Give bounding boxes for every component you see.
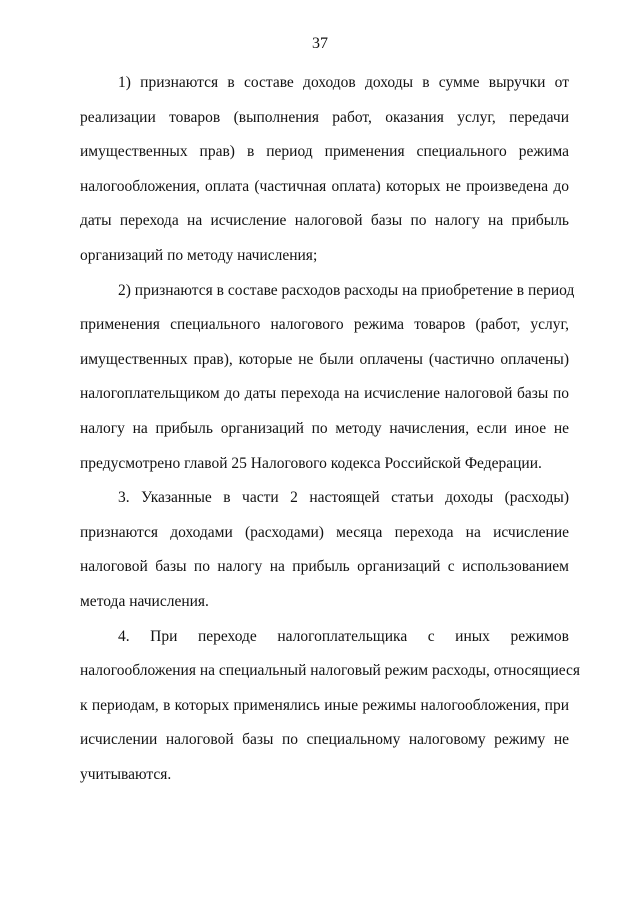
paragraph-line: налогообложения на специальный налоговый режим расходы, относящиеся [80, 662, 581, 680]
paragraph-line: учитываются. [80, 765, 172, 783]
paragraph-2 [80, 274, 575, 482]
document-body [80, 66, 581, 792]
paragraph-3 [80, 481, 569, 619]
paragraph-line: 4. При переходе налогоплательщика с иных режимов [118, 627, 569, 645]
paragraph-line: имущественных прав) в период применения специального режима [80, 143, 569, 161]
paragraph-line: налоговой базы по налогу на прибыль организаций с использованием [80, 558, 569, 576]
paragraph-line: организаций по методу начисления; [80, 246, 318, 264]
paragraph-line: 2) признаются в составе расходов расходы на приобретение в период [118, 281, 575, 299]
paragraph-4 [80, 620, 581, 793]
paragraph-line: 1) признаются в составе доходов доходы в сумме выручки от [118, 74, 569, 91]
page-number: 37 [312, 35, 328, 52]
paragraph-line: к периодам, в которых применялись иные режимы налогообложения, при [80, 696, 569, 714]
paragraph-line: метода начисления. [80, 592, 209, 610]
paragraph-line: реализации товаров (выполнения работ, оказания услуг, передачи [80, 108, 569, 126]
paragraph-line: применения специального налогового режима товаров (работ, услуг, [80, 316, 569, 334]
paragraph-line: даты перехода на исчисление налоговой базы по налогу на прибыль [80, 212, 569, 230]
paragraph-line: 3. Указанные в части 2 настоящей статьи доходы (расходы) [118, 489, 569, 507]
paragraph-line: признаются доходами (расходами) месяца перехода на исчисление [80, 523, 569, 541]
paragraph-line: имущественных прав), которые не были оплачены (частично оплачены) [80, 350, 569, 368]
paragraph-line: налогообложения, оплата (частичная оплата) которых не произведена до [80, 177, 569, 195]
paragraph-line: предусмотрено главой 25 Налогового кодекса Российской Федерации. [80, 454, 542, 472]
paragraph-line: исчислении налоговой базы по специальному налоговому режиму не [80, 731, 569, 749]
paragraph-line: налогу на прибыль организаций по методу начисления, если иное не [80, 419, 569, 437]
paragraph-1 [80, 66, 569, 274]
paragraph-line: налогоплательщиком до даты перехода на исчисление налоговой базы по [80, 385, 569, 403]
